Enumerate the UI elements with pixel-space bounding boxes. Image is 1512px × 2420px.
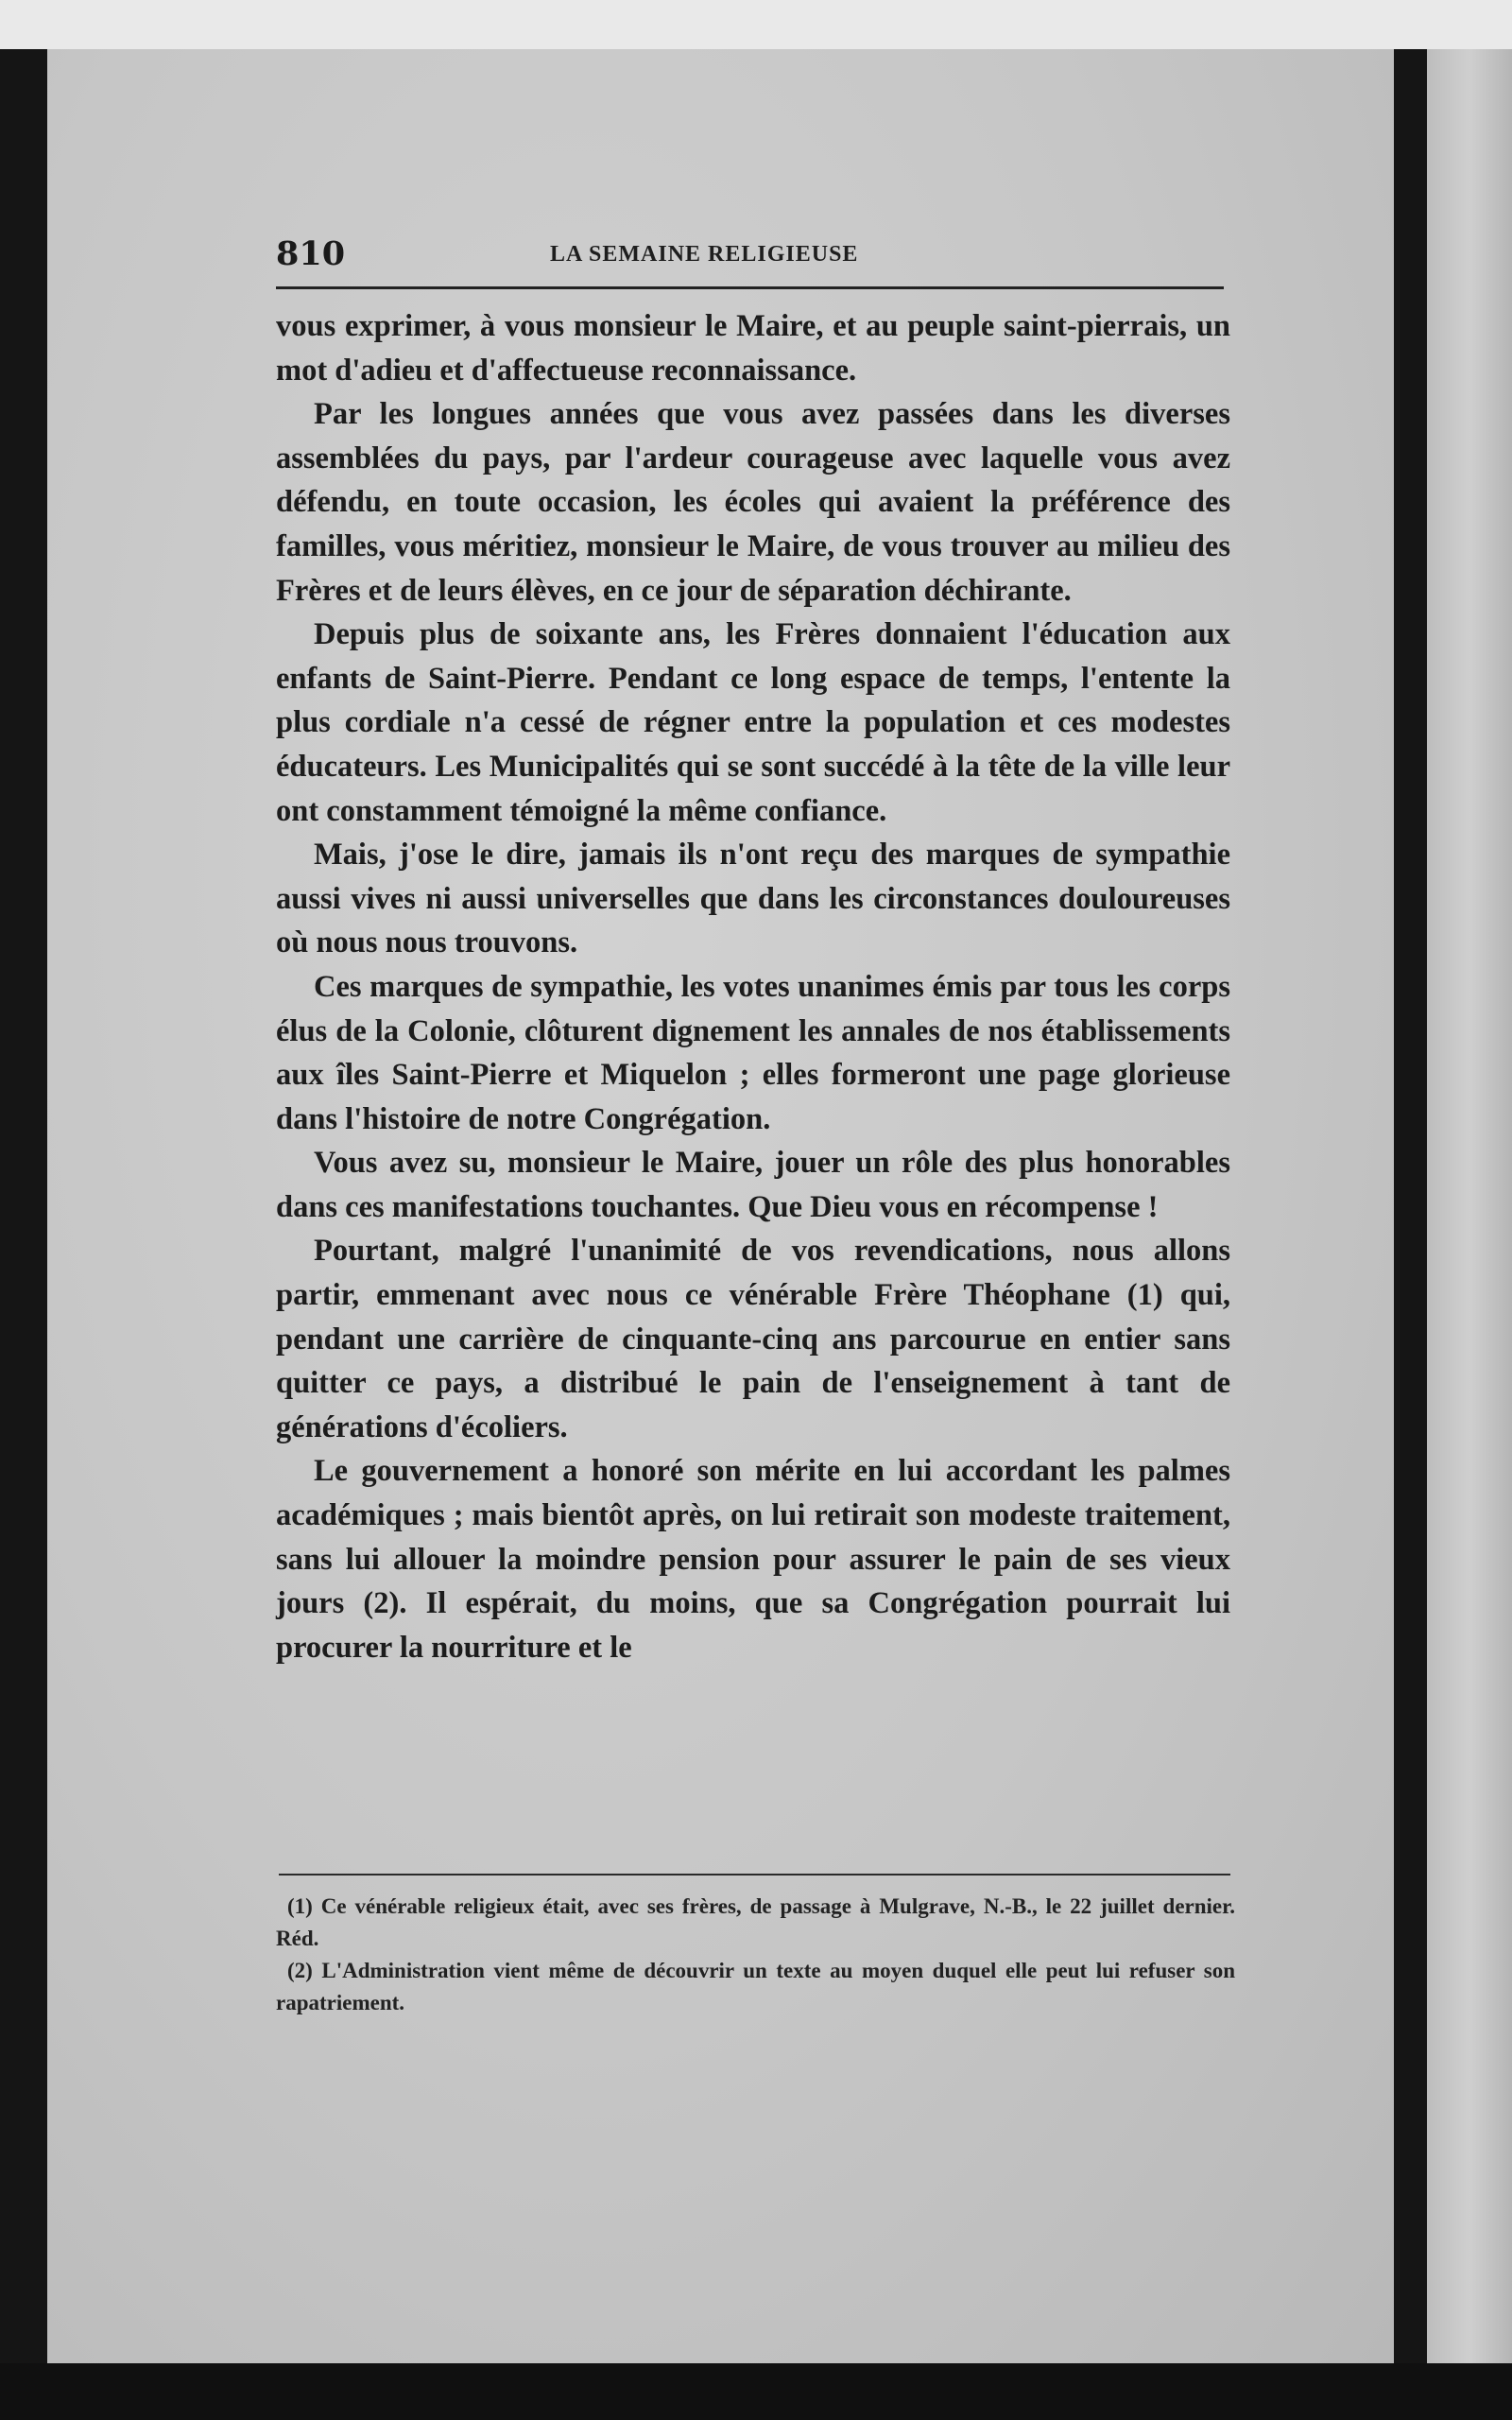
paragraph: Par les longues années que vous avez passées dans les diverses assemblées du pays, par l'ardeur courageuse avec laquelle vous avez défendu, en toute occasion, les écoles qui avaient la préférence des familles, vous méritiez, monsieur le Maire, de vous trouver au milieu des Frères et de leurs élèves, en ce jour de séparation déchirante.	[276, 397, 1230, 608]
page-header	[276, 234, 1226, 284]
paragraph: Ces marques de sympathie, les votes unanimes émis par tous les corps élus de la Colonie, clôturent dignement les annales de nos établissements aux îles Saint-Pierre et Miquelon ; elles formeront une page glorieuse dans l'histoire de notre Congrégation.	[276, 969, 1230, 1136]
paragraph: Pourtant, malgré l'unanimité de vos revendications, nous allons partir, emmenant avec nous ce vénérable Frère Théophane (1) qui, pendant une carrière de cinquante-cinq ans parcourue en entier sans quitter ce pays, a distribué le pain de l'enseignement à tant de générations d'écoliers.	[276, 1234, 1230, 1444]
paragraph: vous exprimer, à vous monsieur le Maire, et au peuple saint-pierrais, un mot d'adieu et d'affectueuse reconnaissance.	[276, 309, 1230, 388]
film-margin-top	[0, 0, 1512, 49]
film-margin-bottom	[0, 2363, 1512, 2420]
page-number: 810	[276, 234, 346, 273]
paragraph: Le gouvernement a honoré son mérite en lui accordant les palmes académiques ; mais bientôt après, on lui retirait son modeste traitement, sans lui allouer la moindre pension pour assurer le pain de ses vieux jours (2). Il espérait, du moins, que sa Congrégation pourrait lui procurer la nourriture et le	[276, 1454, 1230, 1665]
footnotes	[276, 1891, 1235, 2019]
footnote: (1) Ce vénérable religieux était, avec ses frères, de passage à Mulgrave, N.-B., le 22 juillet dernier. Réd.	[276, 1894, 1235, 1950]
running-title: LA SEMAINE RELIGIEUSE	[550, 242, 859, 267]
footnote: (2) L'Administration vient même de découvrir un texte au moyen duquel elle peut lui refuser son rapatriement.	[276, 1959, 1235, 2014]
main-text	[276, 304, 1230, 1669]
adjacent-page-edge	[1427, 49, 1512, 2363]
footnote-rule	[279, 1874, 1230, 1876]
paragraph: Depuis plus de soixante ans, les Frères donnaient l'éducation aux enfants de Saint-Pierre. Pendant ce long espace de temps, l'entente la plus cordiale n'a cessé de régner entre la population et ces modestes éducateurs. Les Municipalités qui se sont succédé à la tête de la ville leur ont constamment témoigné la même confiance.	[276, 617, 1230, 828]
paragraph: Mais, j'ose le dire, jamais ils n'ont reçu des marques de sympathie aussi vives ni aussi universelles que dans les circonstances douloureuses où nous nous trouvons.	[276, 838, 1230, 960]
paragraph: Vous avez su, monsieur le Maire, jouer un rôle des plus honorables dans ces manifestations touchantes. Que Dieu vous en récompense !	[276, 1146, 1230, 1224]
header-rule	[276, 286, 1224, 289]
